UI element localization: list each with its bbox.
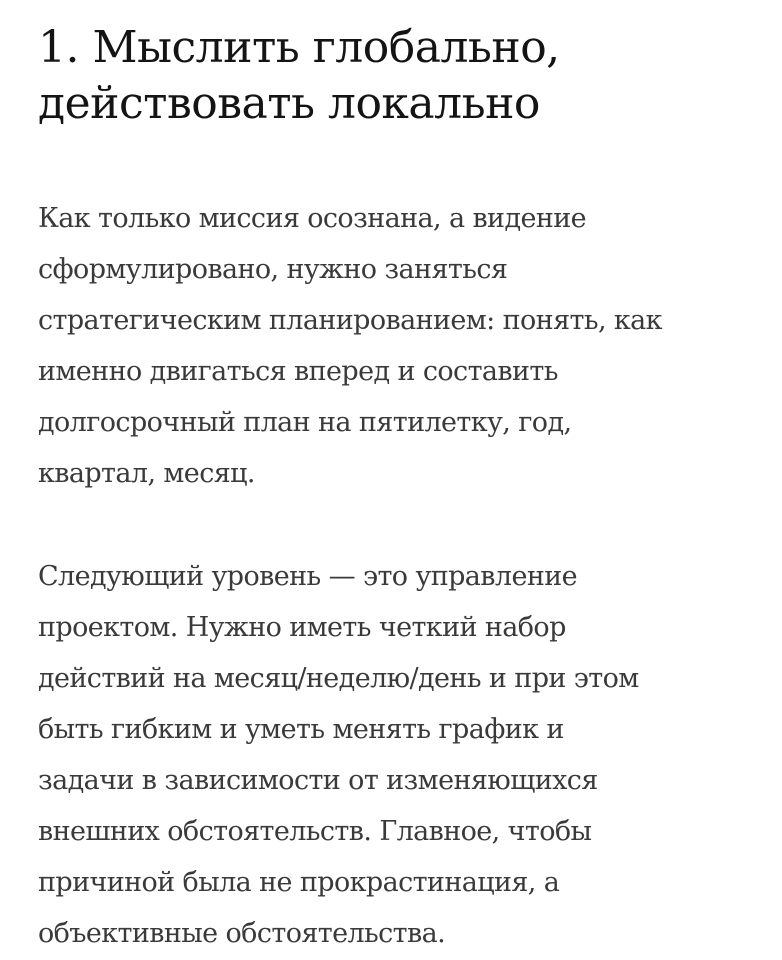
section-heading xyxy=(38,20,782,132)
paragraph-line: проектом. Нужно иметь четкий набор xyxy=(38,612,566,643)
paragraph-line: долгосрочный план на пятилетку, год, xyxy=(38,407,572,438)
paragraph-line: сформулировано, нужно заняться xyxy=(38,254,508,285)
paragraph-strategy xyxy=(38,193,782,499)
paragraph-line: задачи в зависимости от изменяющихся xyxy=(38,765,598,796)
paragraph-line: причиной была не прокрастинация, а xyxy=(38,867,560,898)
paragraph-line: быть гибким и уметь менять график и xyxy=(38,714,564,745)
heading-line: 1. Мыслить глобально, xyxy=(38,22,560,73)
paragraph-line: внешних обстоятельств. Главное, чтобы xyxy=(38,816,592,847)
paragraph-line: действий на месяц/неделю/день и при этом xyxy=(38,663,639,694)
paragraph-line: именно двигаться вперед и составить xyxy=(38,356,558,387)
paragraph-line: Следующий уровень — это управление xyxy=(38,561,578,592)
paragraph-project-management xyxy=(38,551,782,959)
paragraph-line: объективные обстоятельства. xyxy=(38,918,446,949)
paragraph-line: Как только миссия осознана, а видение xyxy=(38,203,587,234)
paragraph-line: квартал, месяц. xyxy=(38,458,255,489)
heading-line: действовать локально xyxy=(38,78,540,129)
paragraph-line: стратегическим планированием: понять, как xyxy=(38,305,662,336)
